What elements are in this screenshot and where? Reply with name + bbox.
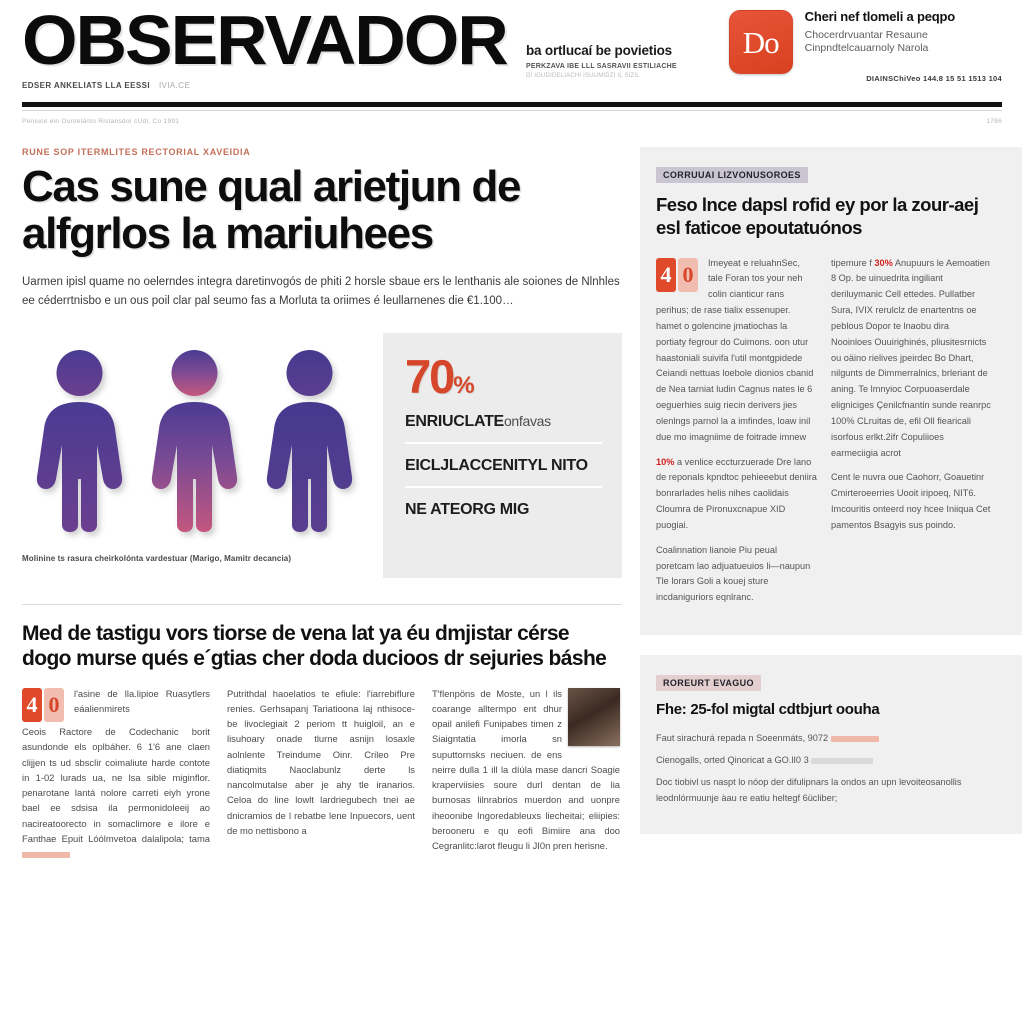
sidebar-dropcap-left: 4 [656, 258, 676, 292]
promo-line-3: Cinpndtelcauarnoly Narola [804, 42, 929, 55]
masthead-rule-thick [22, 102, 1002, 107]
masthead-slogan [526, 6, 729, 79]
column-1-body-text: Ceois Ractore de Codechanic borit asundonde els oplbáher. 6 1'6 ane claen clijjen ts ud sbsclir coimaliute harde contote in 1-02 lurads ua, ne lsa sible miginflor. penarotane lantá nolore carreti eiyh yrone bael ee sdsisa ila permonidoleeij ao nacireatoorecto in somaclimore e ilore e Fanthae Epuit Lóólmvetoa dalalipola; tama [22, 726, 210, 844]
brand-subline-left: EDSER ANKELIATS LLA EESSI [22, 80, 150, 90]
sidebar-col2-p2: Cent le nuvra oue Caohorr, Goauetinr Cmirteroeerries Uooit iripoeq, NIT6. Imcouritis onteerd noy hcee Iniiqua Cet pamentos Bsagyis sus poindo. [831, 472, 991, 530]
article-column-1 [22, 686, 210, 870]
person-icon-3 [262, 347, 357, 532]
stat-line-1 [405, 400, 602, 442]
lead-headline[interactable]: Cas sune qual arietjun de alfgrlos la mariuhees [22, 162, 521, 258]
dropcap-digit-right: 0 [44, 688, 64, 722]
sidebar-columns [656, 256, 1006, 615]
promo-line-1: Cheri nef tlomeli a peqpo [804, 9, 955, 24]
sidebar-col1-text: Imeyeat e reluahnSec, tale Foran tos your neh colin cianticur rans perihus; de rase tialix essenuper. hamet o golencine jmatiochas la portiaty fegrour do Cuimons. oon utur haastoniali suivifa l'util montgpidede Ceiandi nettuas loebole dionios cbanid de Nea tarniat ludin Cagnus nates le 6 oeguerhies suig riecin derivers jies olenlngs parnol la a imfindes, loaw inil due mo imagniime de foitrade imnew [656, 257, 814, 442]
person-icon-2 [147, 347, 242, 532]
column-3-body-text: T'flenpöns de Moste, un l ils coarange alltermpo ent dhur opail anilefi Funipabes timen z Siaigntatia imorla sn suputtornsks neciuen. de ens neirre dulla 1 ill la díúla mase dancri Soagie kraperviisies soure durl dentan de lia burnosas lilnrabrios muerdon and uonpre iheoonibe Ingoredableuxs liecheitai; eliipies: berooneru e qu eofi Bimiire ana doo Cegranlitc:larot fleugu li JI0n pren herisne. [432, 687, 620, 852]
column-1-body [22, 724, 210, 861]
dropcap-icon-1 [22, 688, 66, 722]
stat-line-2: EICLJLACCENITYL NITO [405, 442, 602, 486]
infographic [22, 333, 622, 578]
promo-text [805, 10, 955, 74]
masthead-promo[interactable] [729, 6, 1002, 74]
sidebar-tag-1[interactable]: CORRUUAI LIZVONUSOROES [656, 167, 808, 183]
promo-line-2: Chocerdrvuantar Resaune [804, 28, 928, 41]
sidebar-col2-p1 [831, 256, 992, 462]
dropcap-icon-2 [656, 258, 700, 292]
article-column-3 [432, 686, 620, 870]
promo-logo-text: Do [742, 24, 779, 60]
section-divider [22, 604, 622, 605]
column-2-body: Putrithdal haoelatios te efiule: l'iarrebiflure renies. Gerhsapanj Tariatioona laj nthisoce-be livoclegiait 2 periom tt huigloil, an e lisuhoary onade tlurne asnijn losaxle aolnlente Treindume Oinr. Crileo Pre diatiqmits Naoclabunlz derte ls nancolmutalse aber je ahy tle iranarios. Celoa do line lowlt lardriegubech tnei ae dnicramios de l rebatbe lene Inpuecors, uent de mo nettisbono a [227, 687, 415, 836]
content-grid [22, 147, 1002, 869]
brand-subline [22, 81, 498, 90]
column-1-lead [22, 686, 210, 716]
sidebar-column-1 [656, 256, 817, 615]
article-thumbnail-photo[interactable] [568, 688, 620, 746]
second-story-columns [22, 686, 622, 870]
stat-line-1-light: onfavas [503, 412, 551, 429]
stat-percent-sign: % [453, 371, 473, 399]
sidebar-col1-stat-para [656, 455, 817, 534]
brand-block [22, 1, 507, 90]
sidebar-card-2 [640, 655, 1022, 834]
sidebar-col2-text: Anupuurs le Aemoatien 8 Op. be uinuedrita ingiliant deriluymanic Cell ettedes. Pullatber Sura, IVIX rerulclz de enartentns oe peblous Dopor te lnaobu dira Nooinloes Ouuirighinés, pliusitesrnicts ou oäino rielives jpeirdec Bo Dhart, nilgunts de Dimmerralnics, brleriant de aning. Te lmnyioc Corpuoaserdale eligniciges Çenilcfnantin sunde reanrpc 100% CLruitas de, efil Oll fiearicali isorfous erlkt.2ifr Copuliioes earmeciigia acrot [831, 257, 991, 458]
stat-number: 70 [405, 349, 454, 403]
dateline [22, 111, 1002, 125]
stat-line-3: NE ATEORG MIG [405, 486, 602, 530]
sidebar-col2-pre: tipemure f [831, 257, 872, 268]
sidebar-card2-line1 [656, 730, 1006, 746]
lead-standfirst: Uarmen ipisl quame no oelerndes integra daretinvogós de phiti 2 horsle sbaue ers le lenthanis ale soiones de Nlnhles ee céderrtnisbo e un ous poil clar pal seumo fas a Morluta ta oriimes é leullarnenes die €1.100… [22, 276, 620, 307]
promo-logo-icon [729, 10, 793, 74]
dateline-right: 1786 [986, 118, 1002, 125]
lead-kicker: RUNE SOP ITERMLITES RECTORIAL XAVEIDIA [22, 147, 251, 157]
redaction-bar-3 [811, 758, 873, 764]
slogan-line-3: DI IGUDIDELIACHI ISUUMIDZI IL SIZIL [526, 72, 640, 79]
dropcap-digit-left: 4 [22, 688, 42, 722]
sidebar-stat-10: 10% [656, 456, 675, 467]
second-story-headline[interactable]: Med de tastigu vors tiorse de vena lat ya éu dmjistar cérse dogo murse qués e´gtias cher doda ducioos dr sejuries báshe [22, 621, 607, 671]
column-1-lead-text: l'asine de lla.lipioe Ruasytlers eáalienmirets [74, 687, 210, 714]
promo-phone: DIAINSChiVeo 144.8 15 51 1513 104 [866, 74, 1002, 83]
sidebar-card-1 [640, 147, 1022, 635]
sidebar-col1-p1 [656, 256, 817, 446]
person-icon-1 [32, 347, 127, 532]
stat-box [383, 333, 622, 578]
sidebar-col1-p2: Coalinnation lianoie Piu peual poretcam lao adjuatueuios li—naupun Tle lorars Goli a kouej sture incdaniguriors eqnlranc. [656, 544, 811, 603]
sidebar-card2-line2 [656, 752, 1006, 768]
dateline-left: Peniuce ein Ountelánto Ristansdoí cUdi, Co 1991 [22, 118, 180, 125]
slogan-line-2: PERKZAVA IBE LLL SASRAVII ESTILIACHE [526, 62, 677, 70]
redaction-bar-1 [22, 852, 70, 858]
page-title: OBSERVADOR [22, 1, 507, 79]
sidebar [640, 147, 1022, 834]
sidebar-column-2 [831, 256, 992, 615]
sidebar-dropcap-right: 0 [678, 258, 698, 292]
sidebar-stat-30: 30% [874, 257, 893, 268]
brand-subline-right: IVIA.CE [158, 80, 191, 90]
sidebar-card-2-body [656, 730, 1006, 806]
main-column [22, 147, 622, 869]
pictogram-caption: Molinine ts rasura cheirkolónta vardestuar (Marigo, Mamitr decancia) [22, 553, 292, 563]
pictogram-group [22, 333, 367, 563]
sidebar-tag-2[interactable]: ROREURT EVAGUO [656, 675, 761, 691]
stat-value [405, 349, 602, 403]
stat-line-1-bold: ENRIUCLATE [405, 412, 504, 430]
article-column-2 [227, 686, 415, 870]
sidebar-col1-after-stat: a venlice eccturzuerade Dre lano de reponals kpndtoc pehieeebut deniira bonrarlades helis nihes caolidais Cloumra de Pironuxcnapue XID puogiai. [656, 456, 817, 530]
sidebar-card2-line3: Doc tiobivl us naspt lo nóop der difulipnars la ondos an upn levoiteosanollis leodnlórmuunje àau re eatiu heltegf 6ücliber; [656, 777, 962, 804]
slogan-line-1: ba ortlucaí be povietios [526, 43, 672, 58]
redaction-bar-2 [831, 736, 879, 742]
sidebar-card2-line1-text: Faut sirachurá repada n Soeenmáts, 9072 [656, 732, 829, 743]
sidebar-headline-2[interactable]: Fhe: 25-fol migtal cdtbjurt oouha [656, 700, 880, 718]
sidebar-card2-line2-text: Cienogalls, orted Qinoricat a GO.lI0 3 [656, 755, 809, 766]
sidebar-headline-1[interactable]: Feso lnce dapsl rofid ey por la zour-aej esl faticoe epoutatuónos [656, 194, 979, 239]
masthead [22, 0, 1002, 100]
